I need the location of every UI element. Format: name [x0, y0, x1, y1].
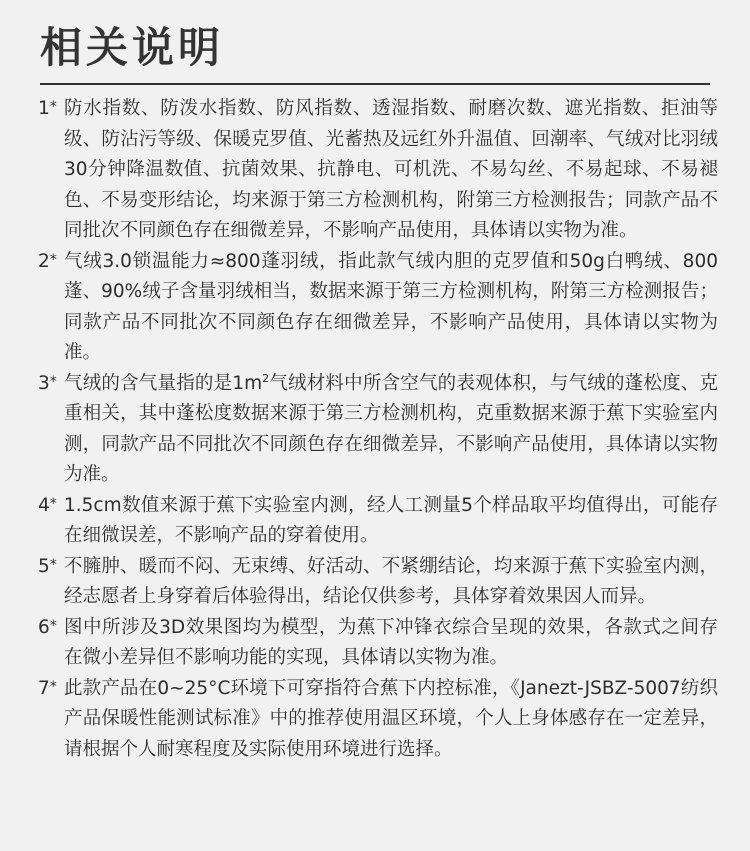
note-item-4	[38, 491, 718, 552]
note-item-2	[38, 247, 718, 369]
note-text: 气绒3.0锁温能力≈800蓬羽绒，指此款气绒内胆的克罗值和50g白鸭绒、800蓬、90%绒子含量羽绒相当，数据来源于第三方检测机构，附第三方检测报告；同款产品不同批次不同颜色存在细微差异，不影响产品使用，具体请以实物为准。	[64, 250, 718, 363]
note-marker: 3*	[38, 372, 57, 394]
note-marker: 6*	[38, 616, 57, 638]
notes-list	[38, 94, 718, 765]
note-marker: 2*	[38, 250, 57, 272]
note-marker: 7*	[38, 677, 57, 699]
note-item-1	[38, 94, 718, 247]
note-text: 此款产品在0~25°C环境下可穿指符合蕉下内控标准，《Janezt-JSBZ-5007纺织产品保暖性能测试标准》中的推荐使用温区环境，个人上身体感存在一定差异，请根据个人耐寒程度及实际使用环境进行选择。	[64, 677, 718, 760]
note-marker: 1*	[38, 98, 57, 119]
note-marker: 5*	[38, 555, 57, 577]
note-item-5	[38, 552, 718, 613]
note-item-3	[38, 369, 718, 491]
note-text: 1.5cm数值来源于蕉下实验室内测，经人工测量5个样品取平均值得出，可能存在细微误差，不影响产品的穿着使用。	[64, 494, 718, 546]
page-title: 相关说明	[40, 23, 225, 72]
note-text: 图中所涉及3D效果图均为模型，为蕉下冲锋衣综合呈现的效果，各款式之间存在微小差异但不影响功能的实现，具体请以实物为准。	[64, 616, 718, 668]
note-text: 气绒的含气量指的是$1m^2$气绒材料中所含空气的表观体积，与气绒的蓬松度、克重相关，其中蓬松度数据来源于第三方检测机构，克重数据来源于蕉下实验室内测，同款产品不同批次不同颜色存在细微差异，不影响产品使用，具体请以实物为准。	[64, 371, 718, 485]
superscript-2: 2	[262, 371, 270, 385]
note-item-7	[38, 674, 718, 766]
title-divider	[40, 83, 710, 85]
note-item-6	[38, 613, 718, 674]
note-marker: 4*	[38, 494, 57, 516]
note-text: 防水指数、防泼水指数、防风指数、透湿指数、耐磨次数、遮光指数、拒油等级、防沾污等级、保暖克罗值、光蓄热及远红外升温值、回潮率、气绒对比羽绒30分钟降温数值、抗菌效果、抗静电、可机洗、不易勾丝、不易起球、不易褪色、不易变形结论，均来源于第三方检测机构，附第三方检测报告；同款产品不同批次不同颜色存在细微差异，不影响产品使用，具体请以实物为准。	[64, 98, 718, 241]
note-text: 不臃肿、暖而不闷、无束缚、好活动、不紧绷结论，均来源于蕉下实验室内测，经志愿者上身穿着后体验得出，结论仅供参考，具体穿着效果因人而异。	[64, 555, 718, 607]
